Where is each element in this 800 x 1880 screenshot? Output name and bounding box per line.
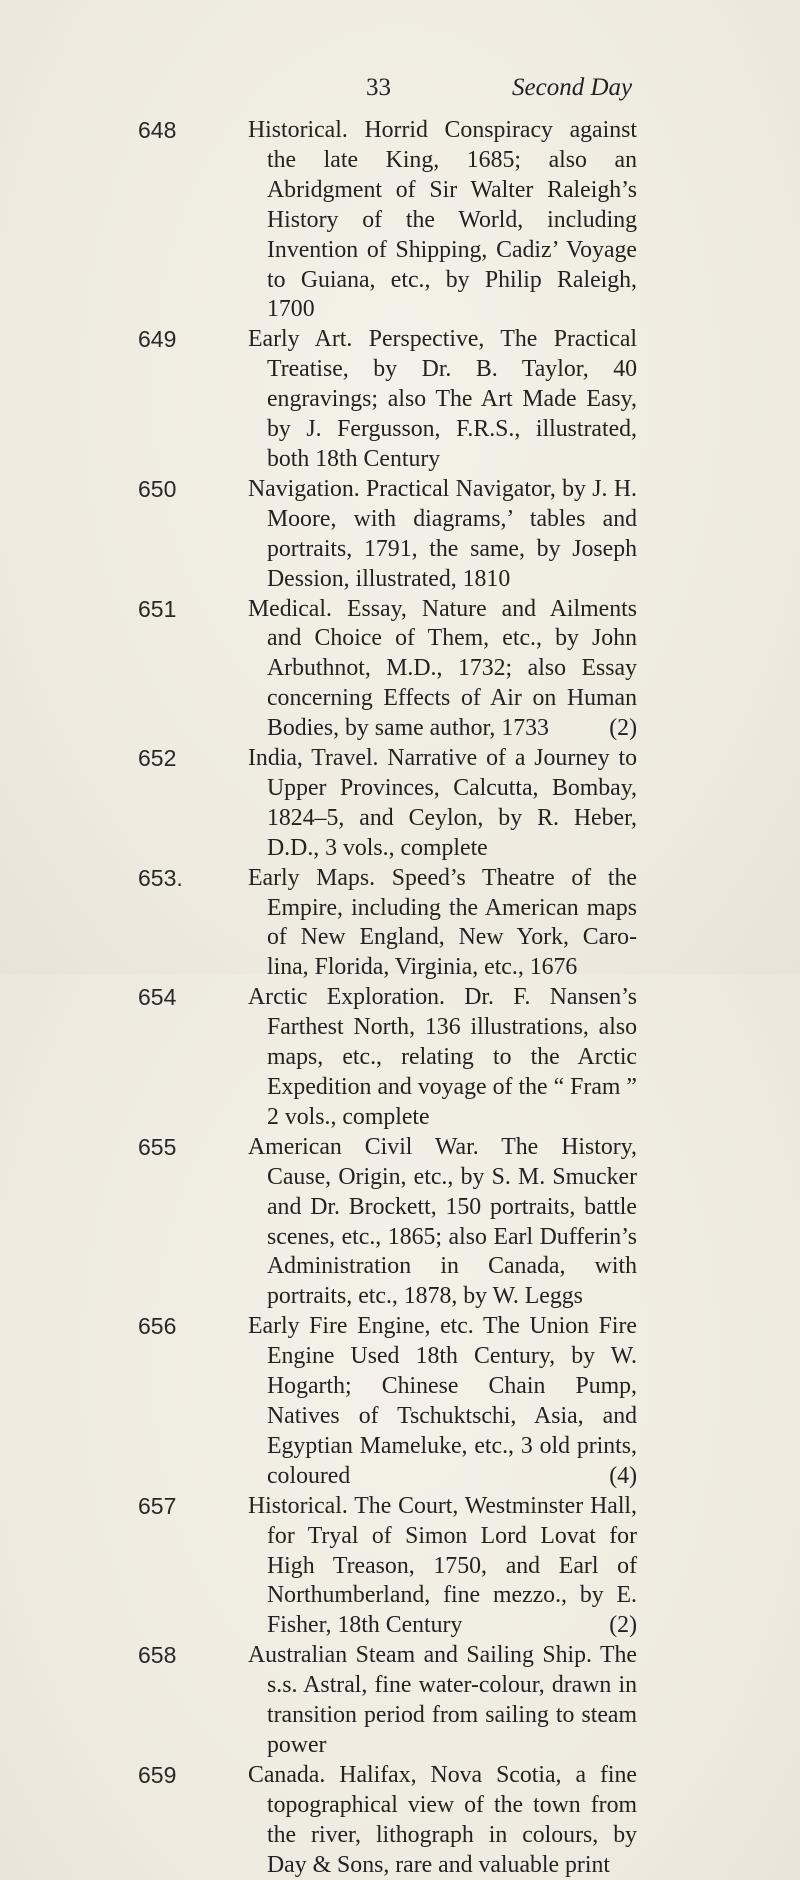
lot-description-text: Early Fire Engine, etc. The Union Fire Engine Used 18th Century, by W. Hogarth; Chinese Chain Pump, Natives of Tschuktschi, Asia, and Egyptian Mameluke, etc., 3 old prints, coloured [248, 1313, 637, 1489]
lot-number: 653. [138, 864, 183, 891]
lot-description-text: American Civil War. The History, Cause, Origin, etc., by S. M. Smucker and Dr. Brockett, 150 portraits, battle scenes, etc., 1865; also Earl Dufferin’s Administration in Canada, with portraits, etc., 1878, by W. Leggs [248, 1133, 637, 1310]
lot-description-text: Canada. Halifax, Nova Scotia, a fine topographical view of the town from the river, lithograph in colours, by Day & Sons, rare and valuable print [248, 1761, 637, 1878]
lot-quantity: (2) [609, 1612, 637, 1639]
lot-entry [0, 1492, 800, 1642]
lot-description [248, 1133, 637, 1312]
lot-description-text: Medical. Essay, Nature and Ailments and Choice of Them, etc., by John Arbuthnot, M.D., 1732; also Essay concerning Effects of Air on Human Bodies, by same author, 1733 [248, 595, 637, 742]
lot-description-text: Early Maps. Speed’s Theatre of the Empire, including the American maps of New England, New York, Caro-lina, Florida, Virginia, etc., 1676 [248, 864, 637, 981]
lot-list [0, 116, 800, 1880]
lot-number: 656 [138, 1313, 177, 1340]
lot-description [248, 116, 637, 325]
lot-description [248, 1312, 637, 1491]
page-number: 33 [366, 74, 391, 101]
lot-entry [0, 1312, 800, 1491]
lot-entry [0, 325, 800, 475]
lot-entry [0, 864, 800, 984]
lot-description-text: Historical. Horrid Conspiracy against the late King, 1685; also an Abridgment of Sir Walter Raleigh’s History of the World, including Invention of Shipping, Cadiz’ Voyage to Guiana, etc., by Philip Raleigh, 1700 [248, 117, 637, 323]
lot-entry [0, 1133, 800, 1312]
lot-quantity: (4) [609, 1462, 637, 1489]
lot-number: 651 [138, 595, 177, 622]
lot-number: 649 [138, 326, 177, 353]
lot-number: 657 [138, 1492, 177, 1519]
lot-number: 654 [138, 984, 177, 1011]
lot-description [248, 595, 637, 745]
lot-entry [0, 983, 800, 1133]
lot-entry [0, 744, 800, 864]
lot-description [248, 1492, 637, 1642]
lot-description-text: India, Travel. Narrative of a Journey to Upper Provinces, Calcutta, Bombay, 1824–5, and Ceylon, by R. Heber, D.D., 3 vols., complete [248, 745, 637, 861]
lot-description [248, 475, 637, 595]
lot-number: 650 [138, 475, 177, 502]
running-title: Second Day [512, 74, 633, 101]
lot-description-text: Early Art. Perspective, The Practical Treatise, by Dr. B. Taylor, 40 engravings; also The Art Made Easy, by J. Fergusson, F.R.S., illustrated, both 18th Century [248, 326, 637, 472]
lot-description-text: Navigation. Practical Navigator, by J. H. Moore, with diagrams,’ tables and portraits, 1791, the same, by Joseph Dession, illustrated, 1810 [248, 475, 637, 592]
lot-entry [0, 595, 800, 745]
lot-description [248, 1641, 637, 1761]
lot-entry [0, 1761, 800, 1880]
lot-number: 658 [138, 1642, 177, 1669]
lot-description [248, 744, 637, 864]
lot-description [248, 1761, 637, 1880]
lot-description-text: Historical. The Court, Westminster Hall, for Tryal of Simon Lord Lovat for High Treason, 1750, and Earl of Northumberland, fine mezzo., by E. Fisher, 18th Century [248, 1492, 637, 1639]
lot-quantity: (2) [609, 715, 637, 742]
lot-number: 659 [138, 1761, 177, 1788]
lot-number: 652 [138, 745, 177, 772]
lot-entry [0, 116, 800, 325]
lot-description [248, 864, 637, 984]
lot-description-text: Australian Steam and Sailing Ship. The s.s. Astral, fine water-colour, drawn in transition period from sailing to steam power [248, 1642, 637, 1758]
lot-description-text: Arctic Exploration. Dr. F. Nansen’s Farthest North, 136 illustrations, also maps, etc., relating to the Arctic Expedition and voyage of the “ Fram ” 2 vols., complete [248, 984, 637, 1130]
lot-entry [0, 1641, 800, 1761]
page-header [0, 74, 800, 104]
lot-number: 648 [138, 117, 177, 143]
lot-description [248, 983, 637, 1133]
lot-number: 655 [138, 1133, 177, 1160]
lot-entry [0, 475, 800, 595]
lot-description [248, 325, 637, 475]
